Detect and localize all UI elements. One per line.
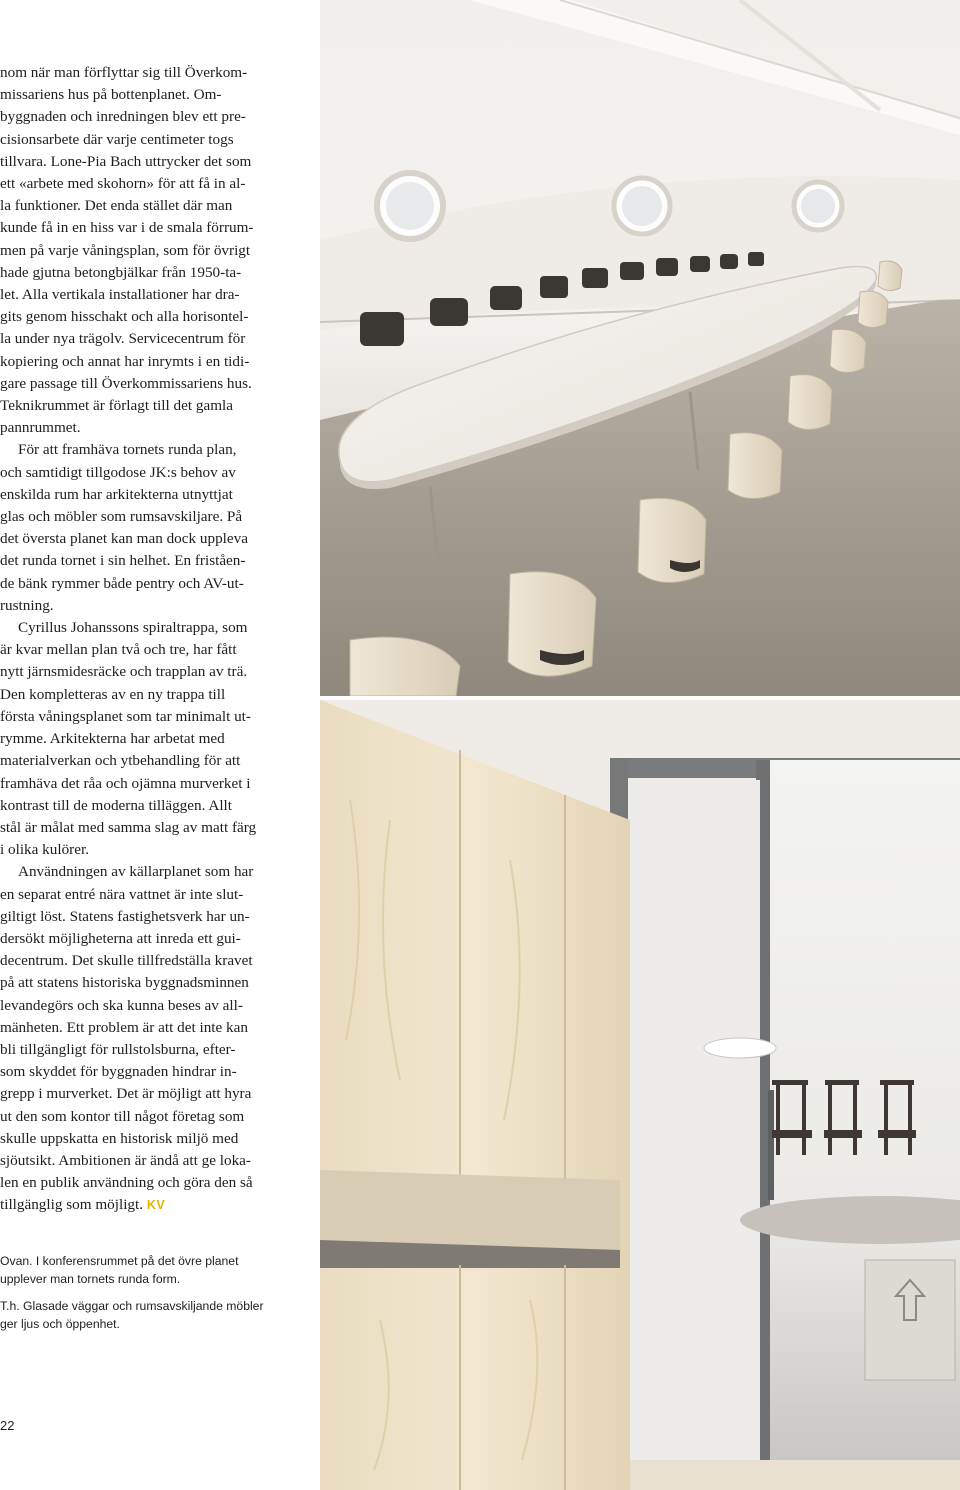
page-number: 22 <box>0 1418 15 1433</box>
article-body <box>0 62 284 1217</box>
plywood-cabinets <box>320 700 630 1490</box>
author-signature: KV <box>146 1198 166 1213</box>
caption-top: Ovan. I konferensrummet på det övre planet upplever man tornets runda form. <box>0 1254 239 1286</box>
glass-partition-photo <box>320 700 960 1490</box>
article-paragraph-2: För att framhäva tornets runda plan, och samtidigt tillgodose JK:s behov av enskilda rum har arkitekterna utnyttjat glas och möbler som rumsavskiljare. På det översta planet kan man dock uppleva det runda tornet i sin helhet. En friståen- de bänk rymmer både pentry och AV-ut- rustning. <box>0 441 248 614</box>
photo-captions <box>0 1252 268 1342</box>
conference-room-photo <box>320 0 960 696</box>
article-paragraph-4: Användningen av källarplanet som har en separat entré nära vattnet är inte slut- giltigt löst. Statens fastighetsverk har un- dersökt möjligheterna att inreda ett gui- decentrum. Det skulle tillfredställa kravet på att statens historiska byggnadsminnen levandegörs och ska kunna beses av all- mänheten. Ett problem är att det inte kan bli tillgängligt för rullstolsburna, efter- som skyddet för byggnaden hindrar in- grepp i murverket. Det är möjligt att hyra ut den som kontor till något företag som skulle uppskatta en historisk miljö med sjöutsikt. Ambitionen är ändå att ge loka- len en publik användning och göra den så tillgänglig som möjligt. KV <box>0 863 254 1214</box>
caption-right: T.h. Glasade väggar och rumsavskiljande möbler ger ljus och öppenhet. <box>0 1299 264 1331</box>
article-paragraph-1: nom när man förflyttar sig till Överkom- missariens hus på bottenplanet. Om- byggnaden och inredningen blev ett pre- cisionsarbete där varje centimeter togs tillvara. Lone-Pia Bach uttrycker det som ett «arbete med skohorn» för att få in al- la funktioner. Det enda stället där man kunde få in en hiss var i de smala förrum- men på varje våningsplan, som för övrigt hade gjutna betongbjälkar från 1950-ta- let. Alla vertikala installationer har dra- gits genom hisschakt och alla horisontel- la under nya trägolv. Servicecentrum för kopiering och annat har inrymts i en tidi- gare passage till Överkommissariens hus. Teknikrummet är förlagt till det gamla pannrummet. <box>0 64 254 437</box>
conference-room-illustration <box>320 0 960 696</box>
glass-partition-illustration <box>320 700 960 1490</box>
article-paragraph-3: Cyrillus Johanssons spiraltrappa, som är kvar mellan plan två och tre, har fått nytt järnsmidesräcke och trapplan av trä. Den kompletteras av en ny trappa till första våningsplanet som tar minimalt ut- rymme. Arkitekterna har arbetat med materialverkan och ytbehandling för att framhäva det råa och ojämna murverket i kontrast till de moderna tilläggen. Allt stål är målat med samma slag av matt färg i olika kulörer. <box>0 619 257 859</box>
door-handle <box>768 1090 774 1200</box>
